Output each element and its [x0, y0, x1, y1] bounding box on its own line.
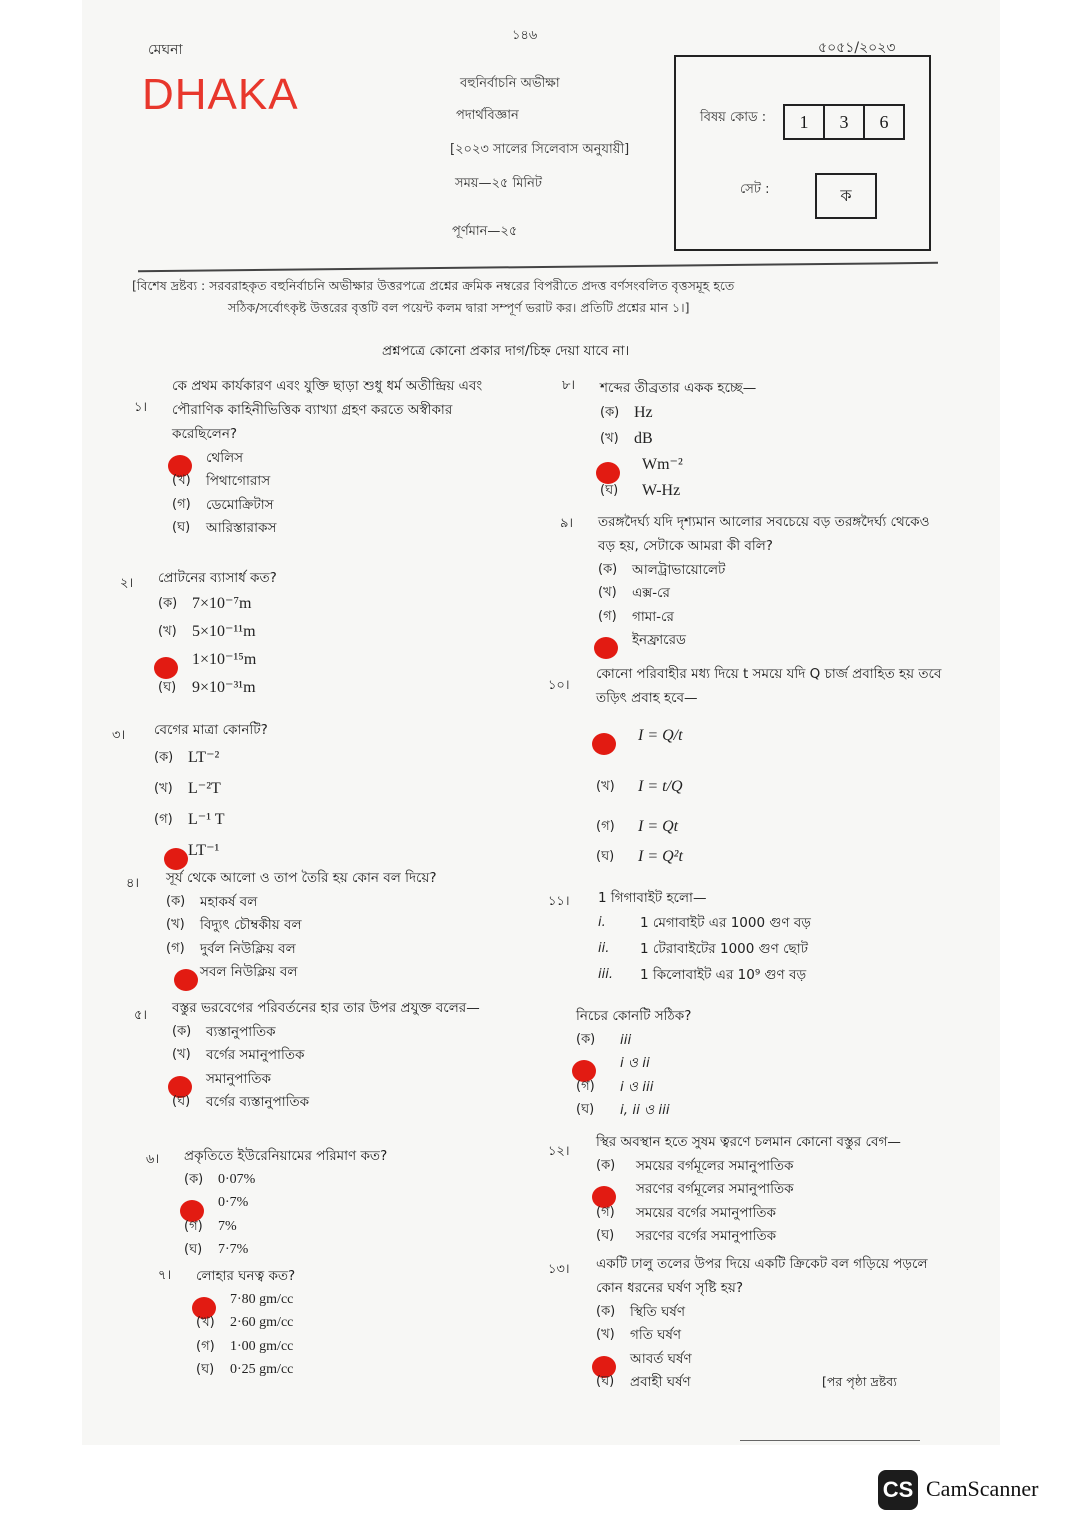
option-marker: (খ) — [172, 473, 191, 489]
page-number: ১৪৬ — [512, 28, 538, 43]
exam-type: বহুনির্বাচনি অভীক্ষা — [460, 76, 560, 91]
set-label: সেট : — [740, 182, 770, 197]
notice-line-1: [বিশেষ দ্রষ্টব্য : সরবরাহকৃত বহুনির্বাচনি অভীক্ষার উত্তরপত্রে প্রশ্নের ক্রমিক নম্বরের বিপরীতে প্রদত্ত বর্ণসংবলিত বৃত্তসমূহ হতে — [132, 278, 735, 293]
question-number: ১। — [134, 400, 148, 415]
city-stamp: DHAKA — [142, 70, 299, 119]
option-text: আরিস্তারাকস — [206, 520, 277, 537]
option-text: 2·60 gm/cc — [230, 1315, 294, 1331]
option-text: dB — [634, 430, 653, 447]
option-marker: (গ) — [184, 1218, 203, 1234]
option-marker: (ঘ) — [600, 483, 619, 498]
option-marker: (খ) — [196, 1315, 215, 1331]
question-text: তরঙ্গদৈর্ঘ্য যদি দৃশ্যমান আলোর সবচেয়ে বড় তরঙ্গদৈর্ঘ্য থেকেও বড় হয়, সেটাকে আমরা কী বলি? — [598, 514, 930, 554]
camscanner-name: CamScanner — [926, 1476, 1039, 1501]
option-marker: (ঘ) — [576, 1102, 595, 1118]
option-text: 1·00 gm/cc — [230, 1338, 294, 1354]
question-text: স্থির অবস্থান হতে সুষম ত্বরণে চলমান কোনো বস্তুর বেগ— — [596, 1134, 901, 1150]
code-digit: 6 — [863, 104, 905, 140]
option-marker: (ঘ) — [172, 1094, 191, 1110]
full-marks: পূর্ণমান—২৫ — [452, 224, 518, 239]
subject-code-label: বিষয় কোড : — [700, 110, 767, 125]
option-text: দুর্বল নিউক্লিয় বল — [200, 940, 296, 957]
option-text: 7·80 gm/cc — [230, 1291, 294, 1307]
question-number: ৫। — [134, 1008, 148, 1023]
option-marker: (গ) — [576, 1078, 595, 1094]
option-marker: (খ) — [154, 780, 173, 796]
question-text: শব্দের তীব্রতার একক হচ্ছে— — [600, 380, 757, 396]
code-digit: 3 — [823, 104, 865, 140]
option-text: সরণের বর্গের সমানুপাতিক — [636, 1228, 777, 1245]
question-3 — [154, 718, 474, 866]
option-marker: (গ) — [172, 496, 191, 512]
option-marker: (খ) — [600, 431, 619, 446]
question-number: ৩। — [112, 728, 126, 743]
question-2 — [158, 566, 478, 702]
question-number: ৭। — [158, 1268, 172, 1283]
subject-title: পদার্থবিজ্ঞান — [456, 108, 519, 123]
option-text: 1×10⁻¹⁵m — [192, 651, 257, 668]
statement-number: ii. — [598, 941, 610, 956]
option-marker: (ক) — [166, 893, 186, 909]
question-1 — [172, 374, 512, 540]
option-text: গতি ঘর্ষণ — [630, 1327, 682, 1344]
subject-code-digits — [785, 104, 905, 140]
question-5 — [172, 996, 502, 1114]
question-7 — [196, 1264, 476, 1382]
option-text: I = Q/t — [638, 727, 683, 744]
board-name: মেঘনা — [148, 42, 183, 58]
question-11-choices — [576, 1004, 896, 1122]
option-text: ব্যস্তানুপাতিক — [206, 1023, 276, 1040]
question-text: একটি ঢালু তলের উপর দিয়ে একটি ক্রিকেট বল গড়িয়ে পড়লে কোন ধরনের ঘর্ষণ সৃষ্টি হয়? — [596, 1256, 928, 1296]
option-marker: (গ) — [196, 1338, 215, 1354]
option-marker: (ক) — [158, 596, 178, 611]
option-marker: (ক) — [598, 561, 618, 577]
option-text: LT⁻¹ — [188, 841, 220, 859]
question-number: ১২। — [548, 1144, 570, 1159]
question-number: ১৩। — [548, 1262, 570, 1277]
option-text: 0·25 gm/cc — [230, 1362, 294, 1378]
question-text: প্রকৃতিতে ইউরেনিয়ামের পরিমাণ কত? — [184, 1148, 388, 1164]
question-12 — [596, 1130, 936, 1248]
question-number: ৬। — [146, 1152, 160, 1167]
question-number: ১০। — [548, 678, 570, 693]
exam-time: সময়—২৫ মিনিট — [455, 176, 542, 191]
option-marker: (ঘ) — [196, 1362, 215, 1378]
option-text: L⁻¹ T — [188, 810, 225, 828]
option-text: বর্গের সমানুপাতিক — [206, 1047, 305, 1064]
question-6 — [184, 1144, 484, 1262]
question-13 — [596, 1252, 936, 1394]
question-text: লোহার ঘনত্ব কত? — [196, 1268, 296, 1284]
option-marker: (ঘ) — [158, 680, 177, 695]
option-text: 0·7% — [218, 1195, 249, 1211]
option-text: সময়ের বর্গমূলের সমানুপাতিক — [636, 1157, 794, 1174]
filled-answer-bubble — [592, 733, 616, 755]
option-text: বিদ্যুৎ চৌম্বকীয় বল — [200, 917, 302, 934]
option-text: 5×10⁻¹¹m — [192, 623, 256, 640]
option-marker: (গ) — [596, 819, 615, 834]
option-text: L⁻²T — [188, 779, 221, 797]
question-11 — [598, 886, 918, 988]
option-marker: (ক) — [184, 1171, 204, 1187]
question-text: কে প্রথম কার্যকারণ এবং যুক্তি ছাড়া শুধু ধর্ম অতীন্দ্রিয় এবং পৌরাণিক কাহিনীভিত্তিক ব্যাখ্যা গ্রহণ করতে অস্বীকার করেছিলেন? — [172, 378, 483, 442]
question-8 — [600, 376, 900, 504]
option-marker: (গ) — [166, 940, 185, 956]
option-text: প্রবাহী ঘর্ষণ — [630, 1374, 691, 1391]
option-marker: (ক) — [576, 1031, 596, 1047]
set-value-box: ক — [815, 173, 877, 219]
option-text: স্থিতি ঘর্ষণ — [630, 1303, 686, 1320]
option-text: i, ii ও iii — [620, 1102, 670, 1119]
statement-number: i. — [598, 915, 606, 930]
question-text: বেগের মাত্রা কোনটি? — [154, 722, 268, 738]
option-marker: (ঘ) — [596, 849, 615, 864]
option-marker: (খ) — [596, 779, 615, 794]
option-text: বর্গের ব্যস্তানুপাতিক — [206, 1094, 310, 1111]
option-text: সবল নিউক্লিয় বল — [200, 964, 298, 981]
option-text: Hz — [634, 404, 653, 421]
option-marker: (ঘ) — [596, 1374, 615, 1390]
option-text: 7·7% — [218, 1242, 249, 1258]
option-marker: (খ) — [596, 1327, 615, 1343]
option-text: LT⁻² — [188, 748, 220, 766]
no-marking-warning: প্রশ্নপত্রে কোনো প্রকার দাগ/চিহ্ন দেয়া যাবে না। — [382, 343, 630, 359]
option-text: I = Q²t — [638, 848, 683, 865]
option-text: 9×10⁻³¹m — [192, 679, 256, 696]
option-marker: (ঘ) — [184, 1242, 203, 1258]
bottom-rule — [740, 1440, 920, 1441]
option-text: গামা-রে — [632, 608, 674, 625]
option-text: সরণের বর্গমূলের সমানুপাতিক — [636, 1181, 794, 1198]
option-text: i ও iii — [620, 1078, 654, 1095]
code-digit: 1 — [783, 104, 825, 140]
question-text: সূর্য থেকে আলো ও তাপ তৈরি হয় কোন বল দিয়ে? — [166, 870, 437, 886]
option-marker: (ক) — [154, 749, 174, 765]
option-marker: (ক) — [172, 1023, 192, 1039]
option-text: আবর্ত ঘর্ষণ — [630, 1350, 692, 1367]
statement-number: iii. — [598, 967, 613, 982]
camscanner-logo: CS — [878, 1470, 918, 1510]
question-4 — [166, 866, 496, 984]
option-marker: (খ) — [166, 917, 185, 933]
option-text: Wm⁻² — [642, 456, 683, 473]
option-text: I = Qt — [638, 818, 679, 835]
question-text: কোনো পরিবাহীর মধ্য দিয়ে t সময়ে যদি Q চার্জ প্রবাহিত হয় তবে তড়িৎ প্রবাহ হবে— — [596, 666, 942, 706]
option-text: থেলিস — [206, 449, 244, 466]
notice-line-2: সঠিক/সর্বোৎকৃষ্ট উত্তরের বৃত্তটি বল পয়েন্ট কলম দ্বারা সম্পূর্ণ ভরাট কর। প্রতিটি প্রশ্নের মান ১।] — [228, 300, 690, 315]
subject-code-box — [674, 55, 931, 251]
option-text: আলট্রাভায়োলেট — [632, 561, 726, 578]
option-text: পিথাগোরাস — [206, 473, 271, 490]
option-text: সময়ের বর্গের সমানুপাতিক — [636, 1204, 776, 1221]
question-prompt: নিচের কোনটি সঠিক? — [576, 1008, 692, 1024]
question-text: 1 গিগাবাইট হলো— — [598, 890, 707, 906]
option-marker: (ক) — [596, 1157, 616, 1173]
option-marker: (খ) — [172, 1047, 191, 1063]
option-marker: (ঘ) — [596, 1228, 615, 1244]
option-marker: (খ) — [598, 585, 617, 601]
code-reference: ৫০৫১/২০২৩ — [818, 40, 896, 56]
question-text: প্রোটনের ব্যাসার্ধ কত? — [158, 570, 277, 586]
statement-text: 1 মেগাবাইট এর 1000 গুণ বড় — [640, 915, 811, 931]
option-text: W-Hz — [642, 482, 681, 499]
option-text: সমানুপাতিক — [206, 1070, 271, 1087]
question-number: ৮। — [562, 378, 576, 393]
question-number: ৯। — [560, 516, 574, 531]
option-text: ডেমোক্রিটাস — [206, 496, 274, 513]
option-text: 7% — [218, 1218, 237, 1234]
option-marker: (গ) — [596, 1204, 615, 1220]
option-marker: (খ) — [158, 624, 177, 639]
statement-text: 1 টেরাবাইটের 1000 গুণ ছোট — [640, 941, 809, 957]
question-number: ২। — [120, 576, 134, 591]
syllabus-note: [২০২৩ সালের সিলেবাস অনুযায়ী] — [450, 142, 630, 157]
option-text: 7×10⁻⁷m — [192, 595, 252, 612]
statement-text: 1 কিলোবাইট এর 10⁹ গুণ বড় — [640, 967, 807, 983]
option-marker: (গ) — [598, 608, 617, 624]
question-number: ৪। — [126, 876, 140, 891]
question-text: বস্তুর ভরবেগের পরিবর্তনের হার তার উপর প্রযুক্ত বলের— — [172, 1000, 480, 1016]
question-9 — [598, 510, 946, 652]
question-10 — [596, 662, 956, 872]
option-marker: (গ) — [154, 811, 173, 827]
option-text: I = t/Q — [638, 778, 683, 795]
option-text: iii — [620, 1031, 632, 1048]
option-marker: (ঘ) — [172, 520, 191, 536]
option-text: i ও ii — [620, 1055, 650, 1072]
option-text: 0·07% — [218, 1171, 256, 1187]
option-text: মহাকর্ষ বল — [200, 893, 258, 910]
option-text: ইনফ্রারেড — [632, 632, 686, 649]
next-page-note: [পর পৃষ্ঠা দ্রষ্টব্য — [822, 1374, 897, 1389]
option-text: এক্স-রে — [632, 585, 670, 602]
question-number: ১১। — [548, 894, 570, 909]
option-marker: (ক) — [600, 405, 620, 420]
option-marker: (ক) — [596, 1303, 616, 1319]
